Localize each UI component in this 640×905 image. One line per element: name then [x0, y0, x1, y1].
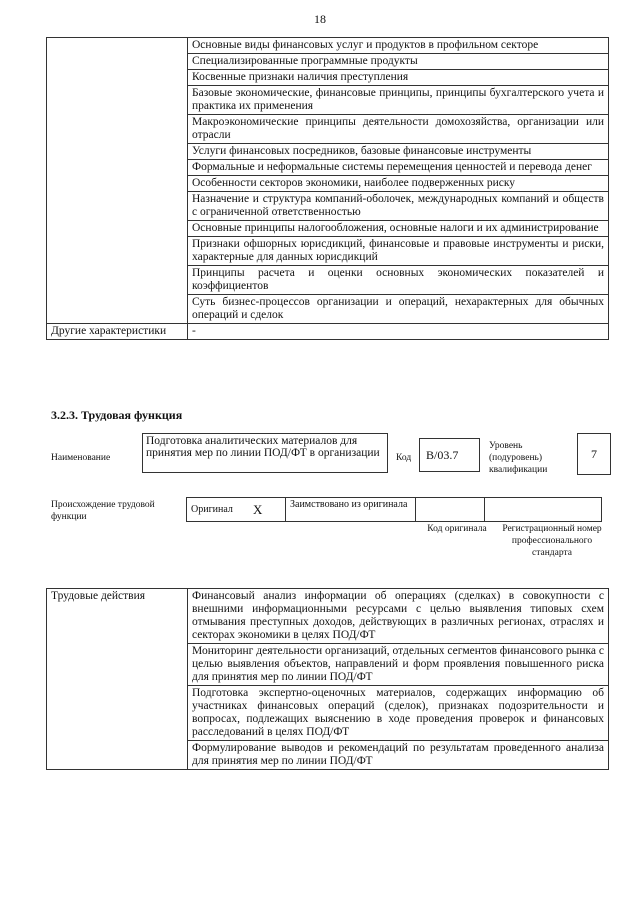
section-title: 3.2.3. Трудовая функция [51, 408, 183, 422]
original-mark: X [249, 498, 286, 522]
registration-number-cell [485, 498, 602, 522]
knowledge-item: Базовые экономические, финансовые принципы, принципы бухгалтерского учета и практика их применения [188, 86, 609, 115]
labor-action-item: Формулирование выводов и рекомендаций по результатам проведенного анализа для принятия мер по линии ПОД/ФТ [188, 741, 609, 770]
registration-caption: Регистрационный номер профессионального стандарта [502, 524, 602, 558]
labor-actions-label: Трудовые действия [47, 589, 188, 770]
page-number: 18 [314, 12, 326, 26]
knowledge-item: Макроэкономические принципы деятельности домохозяйства, организации или отрасли [188, 115, 609, 144]
other-characteristics-label: Другие характеристики [47, 324, 188, 340]
knowledge-table [46, 37, 609, 340]
knowledge-item: Признаки офшорных юрисдикций, финансовые и правовые инструменты и риски, характерные для данных юрисдикций [188, 237, 609, 266]
other-characteristics-value: - [188, 324, 609, 340]
knowledge-item: Косвенные признаки наличия преступления [188, 70, 609, 86]
knowledge-item: Специализированные программные продукты [188, 54, 609, 70]
function-name-box: Подготовка аналитических материалов для принятия мер по линии ПОД/ФТ в организации [142, 433, 388, 473]
knowledge-item: Принципы расчета и оценки основных экономических показателей и коэффициентов [188, 266, 609, 295]
knowledge-item: Особенности секторов экономики, наиболее подверженных риску [188, 176, 609, 192]
borrowed-label: Заимствовано из оригинала [286, 498, 416, 522]
labor-action-item: Подготовка экспертно-оценочных материалов, содержащих информацию об участниках финансовых операций (сделок), признаках подозрительности и вопросах, подлежащих выяснению в ходе проведения проверок и финансовых расследований в целях ПОД/ФТ [188, 686, 609, 741]
original-label: Оригинал [187, 498, 250, 522]
origin-label: Происхождение трудовой функции [51, 500, 155, 522]
level-value-box: 7 [577, 433, 611, 475]
function-code-box: В/03.7 [419, 438, 480, 472]
knowledge-item: Суть бизнес-процессов организации и операций, нехарактерных для обычных операций и сделок [188, 295, 609, 324]
knowledge-label-cell [47, 38, 188, 324]
code-label: Код [396, 453, 412, 463]
knowledge-item: Услуги финансовых посредников, базовые финансовые инструменты [188, 144, 609, 160]
level-label: Уровень (подуровень) квалификации [489, 441, 548, 475]
knowledge-item: Назначение и структура компаний-оболочек, международных компаний и обществ с ограниченной ответственностью [188, 192, 609, 221]
labor-actions-table [46, 588, 609, 770]
knowledge-item: Формальные и неформальные системы перемещения ценностей и перевода денег [188, 160, 609, 176]
labor-action-item: Мониторинг деятельности организаций, отдельных сегментов финансового рынка с целью выявления объектов, направлений и форм проявления повышенного риска для принятия мер по линии ПОД/ФТ [188, 644, 609, 686]
labor-action-item: Финансовый анализ информации об операциях (сделках) в совокупности с внешними информационными ресурсами с целью выявления типовых схем отмывания преступных доходов, действующих в различных регионах, отраслях и секторах экономики в целях ПОД/ФТ [188, 589, 609, 644]
knowledge-item: Основные виды финансовых услуг и продуктов в профильном секторе [188, 38, 609, 54]
original-code-caption: Код оригинала [427, 524, 487, 534]
original-code-cell [416, 498, 485, 522]
knowledge-item: Основные принципы налогообложения, основные налоги и их администрирование [188, 221, 609, 237]
name-label: Наименование [51, 453, 111, 463]
origin-table [186, 497, 602, 522]
